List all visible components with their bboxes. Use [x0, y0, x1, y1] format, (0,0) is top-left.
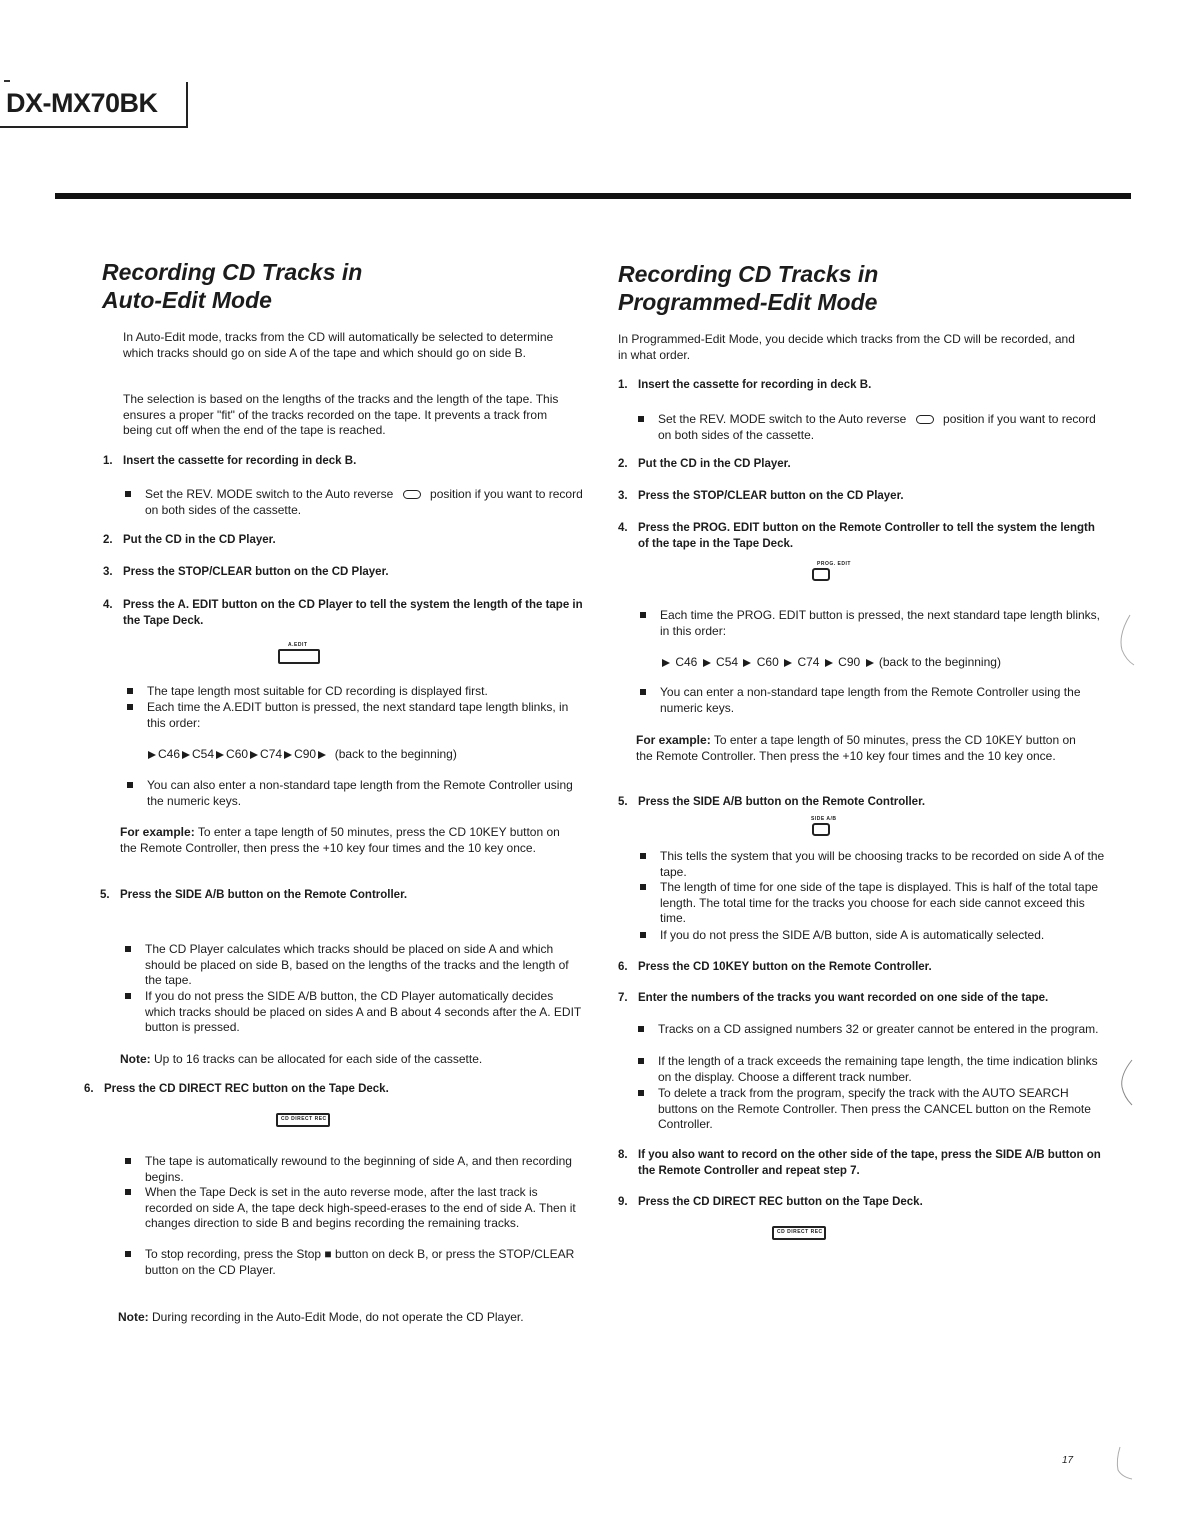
margin-smudge-1 [1110, 610, 1140, 670]
right-step-9: 9. Press the CD DIRECT REC button on the Tape Deck. [618, 1196, 923, 1208]
right-step-4: 4. Press the PROG. EDIT button on the Remote Controller to tell the system the length of the tape in the Tape Deck. [618, 522, 1095, 550]
model-box-underline [0, 126, 188, 128]
left-note-1: Note: Up to 16 tracks can be allocated for each side of the cassette. [120, 1052, 483, 1066]
left-step4-bullet-1: The tape length most suitable for CD recording is displayed first. [125, 684, 587, 700]
a-edit-icon-label: A.EDIT [288, 642, 308, 648]
model-label-box [0, 82, 190, 130]
prog-edit-button-icon [812, 568, 830, 581]
auto-reverse-icon [403, 490, 421, 499]
right-step-7: 7. Enter the numbers of the tracks you want recorded on one side of the tape. [618, 992, 1049, 1004]
right-step7-bullet-2: If the length of a track exceeds the remaining tape length, the time indication blinks on the display. Choose a different track number. [636, 1054, 1106, 1085]
left-example: For example: To enter a tape length of 50 minutes, press the CD 10KEY button on the Remote Controller, then press the +10 key four times and the 10 key once. [120, 825, 560, 855]
model-box-divider [186, 82, 188, 128]
prog-edit-icon-label: PROG. EDIT [817, 561, 851, 567]
right-step1-bullet: Set the REV. MODE switch to the Auto reverse position if you want to record on both sides of the cassette. [636, 412, 1106, 443]
side-ab-icon-label: SIDE A/B [811, 816, 837, 822]
right-step-5: 5. Press the SIDE A/B button on the Remote Controller. [618, 796, 926, 808]
right-step5-bullet-2: The length of time for one side of the tape is displayed. This is half of the total tape length. The total time for the tracks you choose for each side cannot exceed this time. [638, 880, 1106, 927]
right-step-8: 8. If you also want to record on the other side of the tape, press the SIDE A/B button on the Remote Controller and repeat step 7. [618, 1149, 1101, 1177]
right-step-6: 6. Press the CD 10KEY button on the Remote Controller. [618, 961, 932, 973]
left-step-4: 4. Press the A. EDIT button on the CD Player to tell the system the length of the tape in the Tape Deck. [103, 599, 583, 627]
left-step5-bullet-1: The CD Player calculates which tracks should be placed on side A and which should be placed on side B, based on the lengths of the tracks and the length of the tape. [123, 942, 587, 989]
left-section-title: Recording CD Tracks in Auto-Edit Mode [102, 259, 363, 313]
left-step6-bullet-2: When the Tape Deck is set in the auto reverse mode, after the last track is recorded on side A, the tape deck high-speed-erases to the end of side A. Then it changes direction to side B and begins recording the remaining tracks. [123, 1185, 587, 1232]
left-column [84, 258, 583, 1324]
left-step-5: 5. Press the SIDE A/B button on the Remote Controller. [100, 889, 408, 901]
margin-smudge-2 [1110, 1055, 1140, 1115]
right-step-3: 3. Press the STOP/CLEAR button on the CD Player. [618, 490, 904, 502]
right-step5-bullet-1: This tells the system that you will be choosing tracks to be recorded on side A of the tape. [638, 849, 1106, 880]
left-step1-bullet: Set the REV. MODE switch to the Auto reverse position if you want to record on both sides of the cassette. [123, 487, 587, 518]
right-step4-bullet-2: You can enter a non-standard tape length from the Remote Controller using the numeric keys. [638, 685, 1106, 716]
right-tape-sequence: C46 C54 C60 C74 C90 (back to the beginning) [660, 655, 1090, 671]
left-step-1: 1. Insert the cassette for recording in deck B. [103, 455, 357, 467]
right-step7-bullet-1: Tracks on a CD assigned numbers 32 or greater cannot be entered in the program. [636, 1022, 1106, 1038]
left-step6-bullet-3: To stop recording, press the Stop ■ button on deck B, or press the STOP/CLEAR button on the CD Player. [123, 1247, 587, 1278]
right-step-1: 1. Insert the cassette for recording in deck B. [618, 379, 872, 391]
right-example: For example: To enter a tape length of 50 minutes, press the CD 10KEY button on the Remote Controller. Then press the +10 key four times and the 10 key once. [636, 733, 1076, 763]
left-step-6: 6. Press the CD DIRECT REC button on the Tape Deck. [84, 1083, 389, 1095]
left-tape-sequence: C46 C54 C60 C74 C90 (back to the beginning) [146, 747, 566, 763]
right-section-title: Recording CD Tracks in Programmed-Edit Mode [618, 261, 879, 315]
left-step5-bullet-2: If you do not press the SIDE A/B button, the CD Player automatically decides which tracks should be placed on sides A and B about 4 seconds after the A. EDIT button is pressed. [123, 989, 587, 1036]
right-step-2: 2. Put the CD in the CD Player. [618, 458, 791, 470]
a-edit-button-icon [278, 649, 320, 664]
left-step4-bullet-2: Each time the A.EDIT button is pressed, the next standard tape length blinks, in this order: [125, 700, 587, 731]
header-rule [55, 193, 1131, 199]
page-number: 17 [1062, 1455, 1074, 1466]
cd-direct-rec-button-icon: CD DIRECT REC [772, 1226, 826, 1240]
model-number: DX-MX70BK [6, 88, 158, 118]
left-intro-2: The selection is based on the lengths of the tracks and the length of the tape. This ensures a proper "fit" of the tracks recorded on the tape. It prevents a track from being cut off when the end of the tape is reached. [123, 392, 559, 437]
left-step-2: 2. Put the CD in the CD Player. [103, 534, 276, 546]
left-step6-bullet-1: The tape is automatically rewound to the beginning of side A, and then recording begins. [123, 1154, 587, 1185]
right-step4-bullet-1: Each time the PROG. EDIT button is pressed, the next standard tape length blinks, in this order: [638, 608, 1106, 639]
cd-direct-rec-button-icon: CD DIRECT REC [276, 1113, 330, 1127]
margin-smudge-3 [1108, 1445, 1138, 1485]
left-step-3: 3. Press the STOP/CLEAR button on the CD Player. [103, 566, 389, 578]
right-step7-bullet-3: To delete a track from the program, specify the track with the AUTO SEARCH buttons on the Remote Controller. Then press the CANCEL button on the Remote Controller. [636, 1086, 1106, 1133]
left-step4-bullet-3: You can also enter a non-standard tape length from the Remote Controller using the numeric keys. [125, 778, 587, 809]
side-ab-button-icon [812, 823, 830, 836]
right-column [608, 260, 1105, 1235]
right-intro: In Programmed-Edit Mode, you decide which tracks from the CD will be recorded, and in what order. [618, 332, 1075, 362]
auto-reverse-icon [916, 415, 934, 424]
left-intro-1: In Auto-Edit mode, tracks from the CD will automatically be selected to determine which tracks should go on side A of the tape and which should go on side B. [123, 330, 554, 360]
left-note-2: Note: During recording in the Auto-Edit Mode, do not operate the CD Player. [118, 1310, 524, 1324]
right-step5-bullet-3: If you do not press the SIDE A/B button, side A is automatically selected. [638, 928, 1106, 944]
